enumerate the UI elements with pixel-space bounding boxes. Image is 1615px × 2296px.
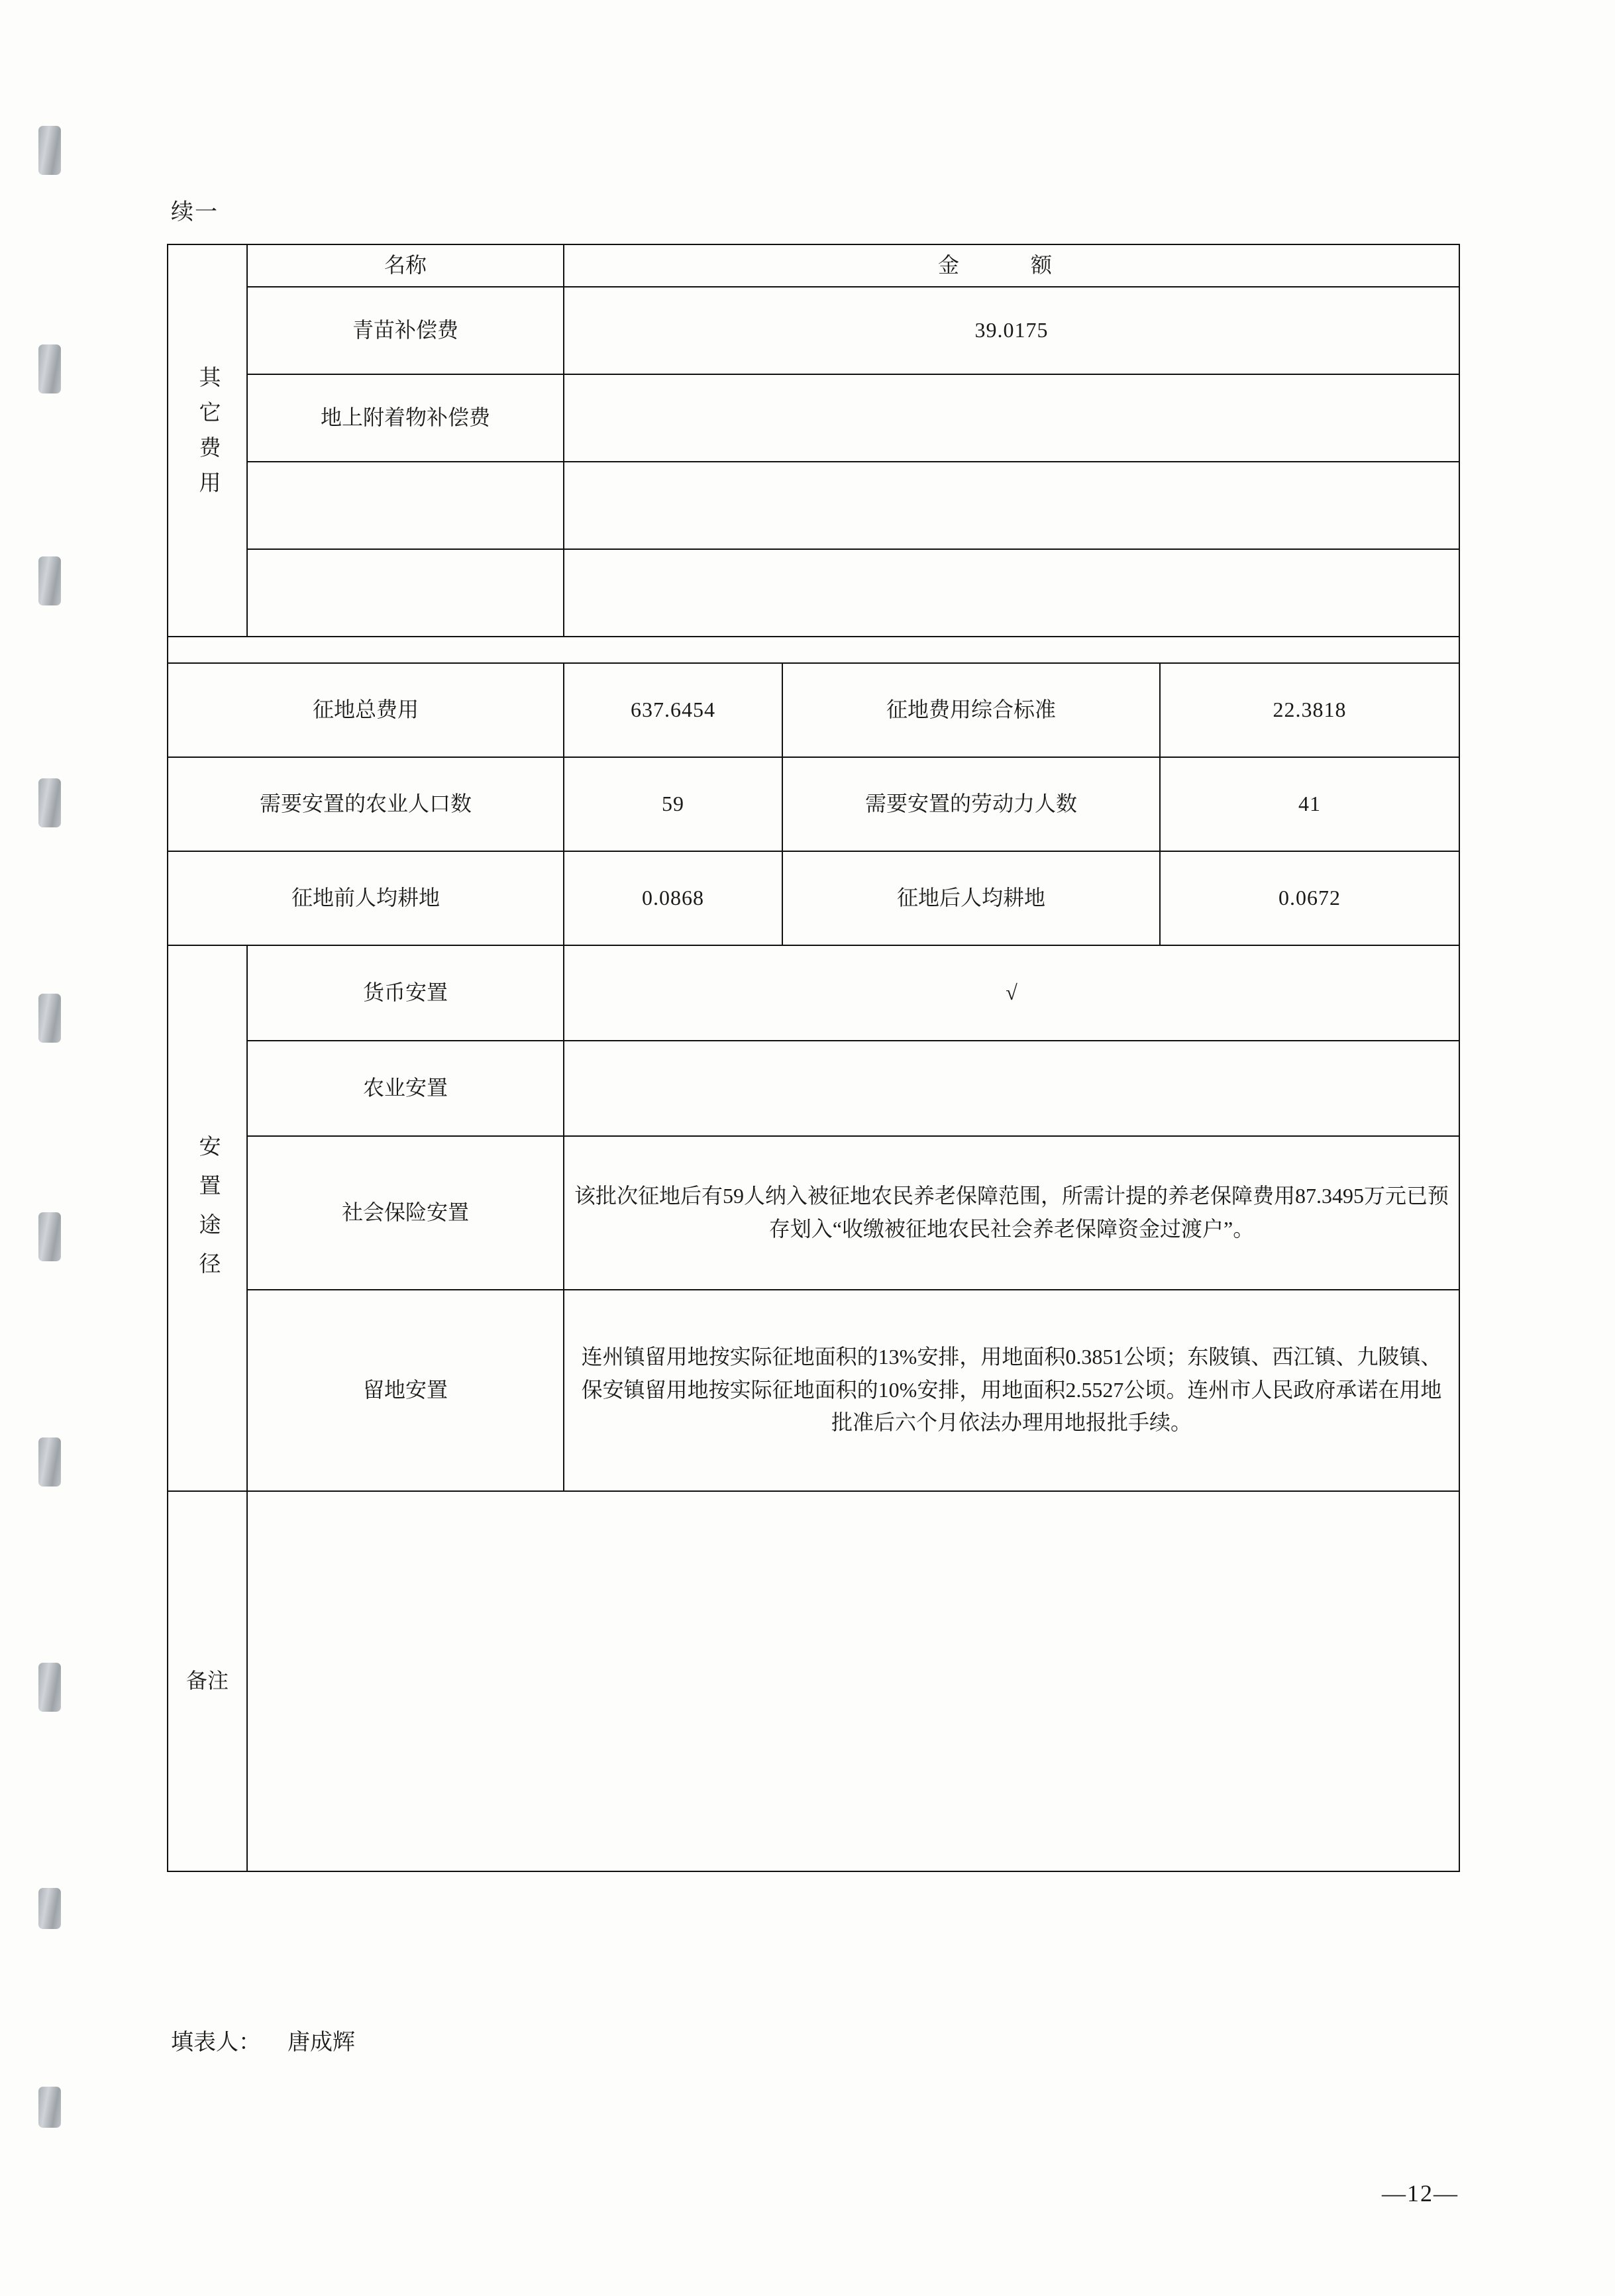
table-row [168,287,1459,374]
remark-value [247,1491,1459,1871]
other-fees-header-label: 其它费用 [195,365,220,506]
table-row [168,945,1459,1041]
table-row [168,1491,1459,1871]
resettlement-header-label: 安置途径 [195,1135,220,1292]
resettlement-header [168,945,247,1491]
other-fees-row-1-name: 地上附着物补偿费 [247,374,564,462]
table-row [168,1290,1459,1491]
table-row [168,374,1459,462]
table-row [168,1041,1459,1136]
summary-2-value-right: 0.0672 [1160,851,1459,945]
other-fees-row-1-amount [564,374,1459,462]
summary-2-label-right: 征地后人均耕地 [782,851,1160,945]
other-fees-amount-header: 金 额 [564,244,1459,287]
table-row [168,757,1459,851]
summary-0-value-right: 22.3818 [1160,663,1459,757]
resettlement-row-2-label: 社会保险安置 [247,1136,564,1290]
resettlement-row-3-value: 连州镇留用地按实际征地面积的13%安排，用地面积0.3851公顷；东陂镇、西江镇、九陂镇、保安镇留用地按实际征地面积的10%安排，用地面积2.5527公顷。连州市人民政府承诺在用地批准后六个月依法办理用地报批手续。 [564,1290,1459,1491]
summary-2-value-left: 0.0868 [564,851,782,945]
summary-0-label-right: 征地费用综合标准 [782,663,1160,757]
resettlement-row-1-value [564,1041,1459,1136]
resettlement-row-0-label: 货币安置 [247,945,564,1041]
table-row [168,549,1459,637]
table-row [168,851,1459,945]
other-fees-row-3-amount [564,549,1459,637]
signer-name: 唐成辉 [287,2030,355,2055]
summary-2-label-left: 征地前人均耕地 [168,851,564,945]
land-acquisition-table [167,244,1460,1872]
other-fees-header [168,244,247,637]
summary-0-label-left: 征地总费用 [168,663,564,757]
summary-1-value-right: 41 [1160,757,1459,851]
remark-label: 备注 [168,1491,247,1871]
continuation-label: 续一 [171,200,219,225]
resettlement-row-3-label: 留地安置 [247,1290,564,1491]
signer-line [171,2024,355,2056]
signer-label: 填表人： [171,2030,261,2055]
other-fees-row-2-name [247,462,564,549]
resettlement-row-2-value: 该批次征地后有59人纳入被征地农民养老保障范围，所需计提的养老保障费用87.3495万元已预存划入“收缴被征地农民社会养老保障资金过渡户”。 [564,1136,1459,1290]
other-fees-name-header: 名称 [247,244,564,287]
resettlement-row-1-label: 农业安置 [247,1041,564,1136]
page-number: —12— [1382,2180,1459,2207]
table-row [168,1136,1459,1290]
summary-1-label-left: 需要安置的农业人口数 [168,757,564,851]
other-fees-row-0-name: 青苗补偿费 [247,287,564,374]
other-fees-row-3-name [247,549,564,637]
summary-1-value-left: 59 [564,757,782,851]
resettlement-row-0-value: √ [564,945,1459,1041]
summary-0-value-left: 637.6454 [564,663,782,757]
table-row [168,244,1459,287]
table-row [168,663,1459,757]
table-row [168,462,1459,549]
other-fees-row-0-amount: 39.0175 [564,287,1459,374]
table-spacer [168,637,1459,663]
other-fees-row-2-amount [564,462,1459,549]
summary-1-label-right: 需要安置的劳动力人数 [782,757,1160,851]
